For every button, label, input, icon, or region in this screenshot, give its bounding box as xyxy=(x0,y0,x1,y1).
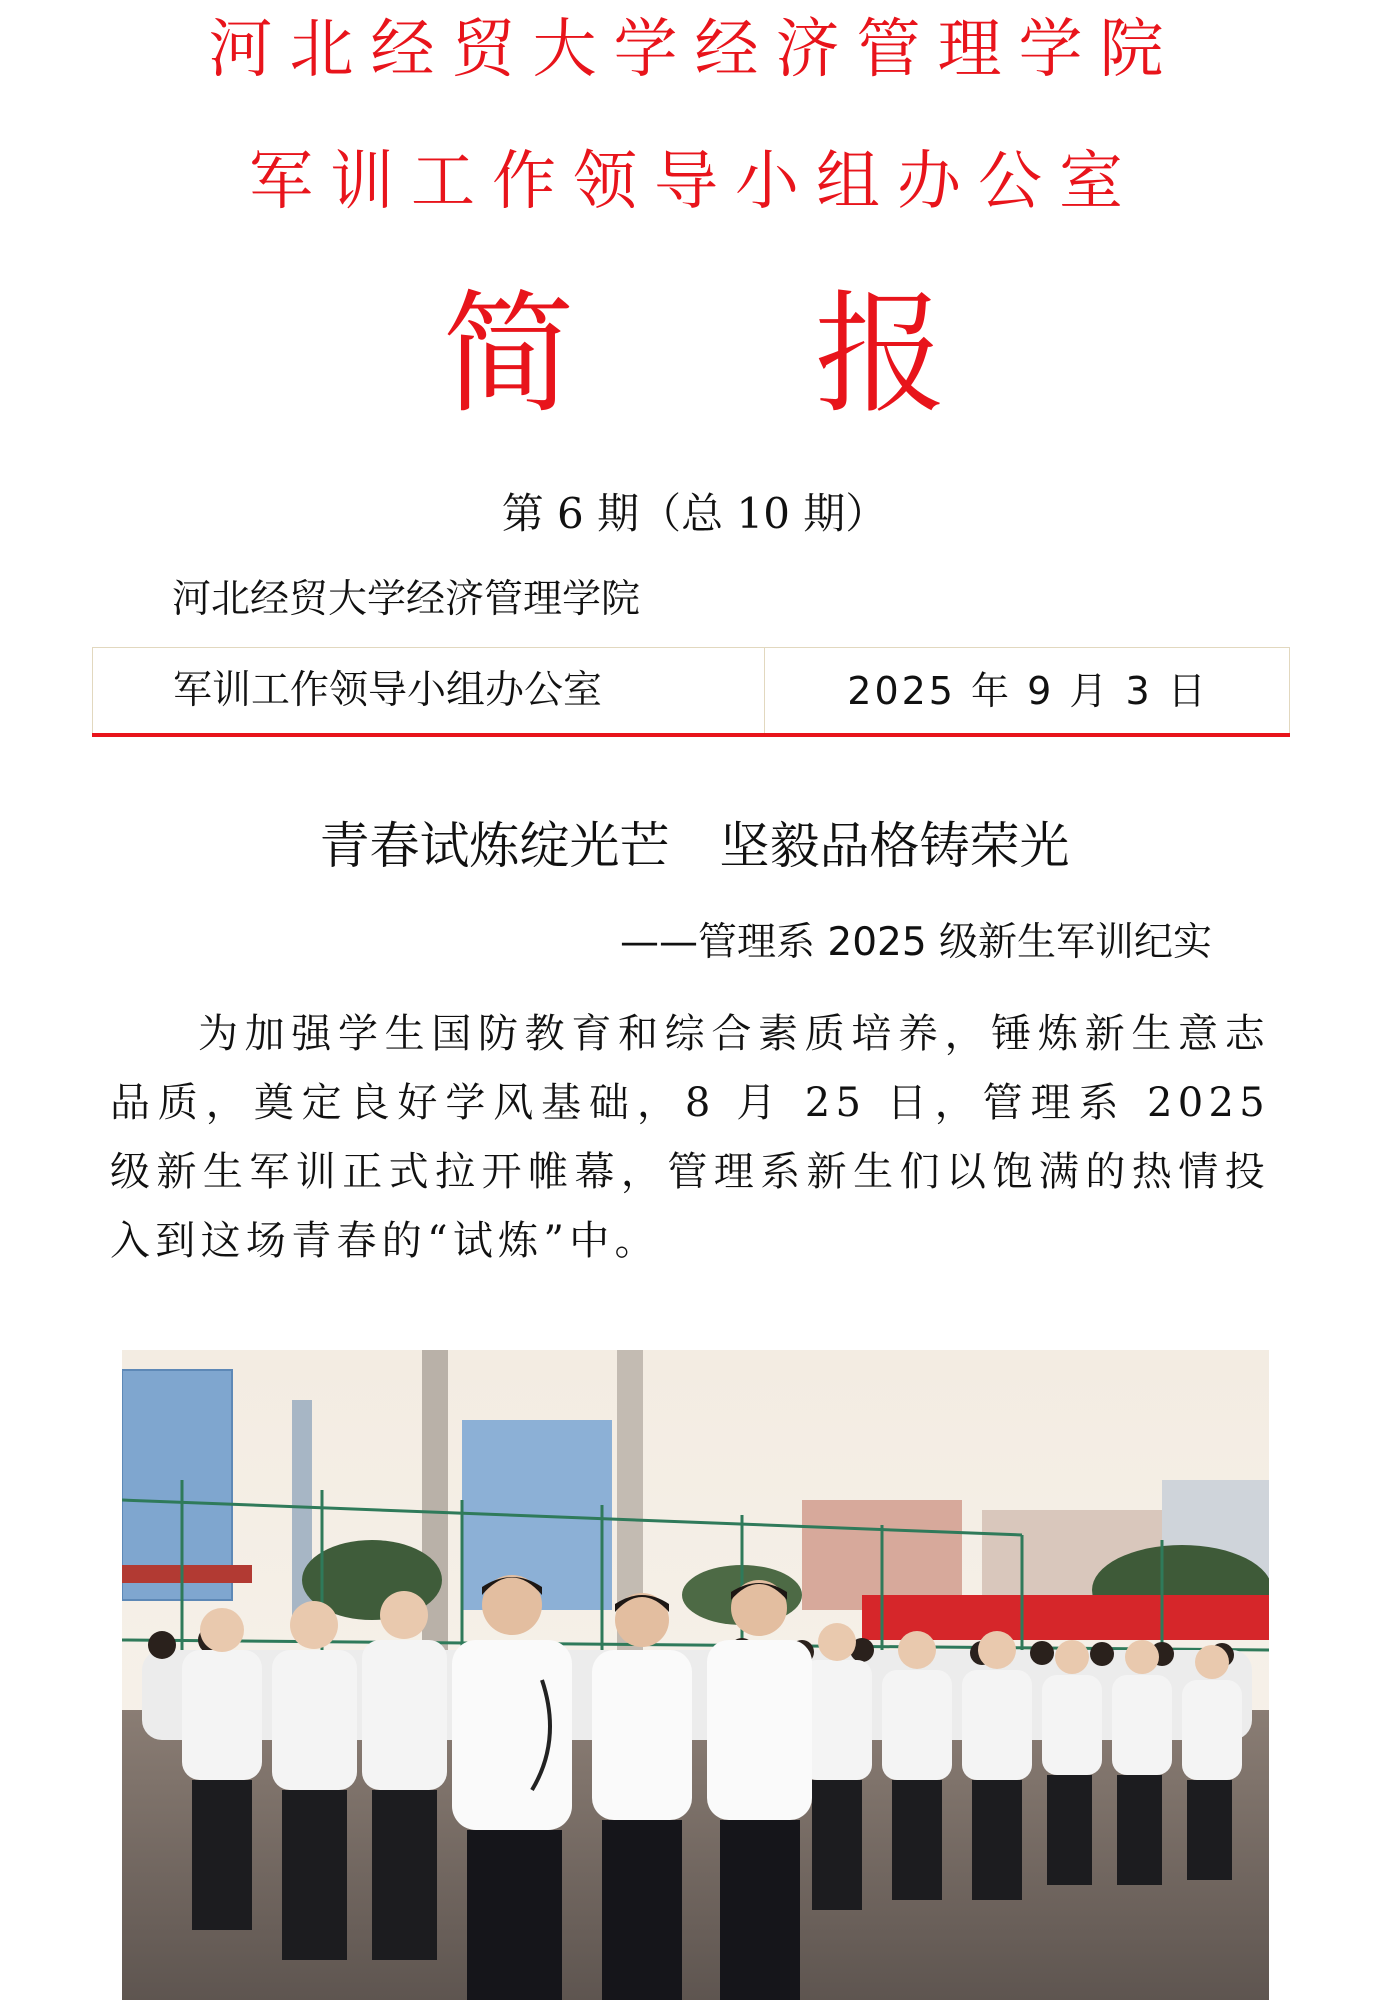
training-photo xyxy=(122,1350,1269,2000)
red-divider xyxy=(92,733,1290,737)
publish-date: 2025 年 9 月 3 日 xyxy=(847,669,1209,713)
issue-number: 第 6 期（总 10 期） xyxy=(501,489,888,538)
bulletin-heading-char-1: 简 xyxy=(442,278,575,432)
article-paragraph: 为加强学生国防教育和综合素质培养，锤炼新生意志品质，奠定良好学风基础，8 月 25 日，管理系 2025 级新生军训正式拉开帷幕，管理系新生们以饱满的热情投入到这场青春的“试炼”中。 xyxy=(110,1011,1270,1264)
org-title-line2: 军训工作领导小组办公室 xyxy=(249,145,1140,219)
publisher-org: 河北经贸大学经济管理学院 xyxy=(172,577,641,622)
publisher-dept: 军训工作领导小组办公室 xyxy=(93,648,765,734)
publisher-table xyxy=(92,647,1290,733)
article-title: 青春试炼绽光芒 坚毅品格铸荣光 xyxy=(319,817,1070,875)
article-subtitle: ——管理系 2025 级新生军训纪实 xyxy=(620,920,1213,965)
org-title-line1: 河北经贸大学经济管理学院 xyxy=(208,13,1181,87)
bulletin-heading-char-2: 报 xyxy=(814,278,947,432)
bulletin-heading xyxy=(0,278,1389,432)
